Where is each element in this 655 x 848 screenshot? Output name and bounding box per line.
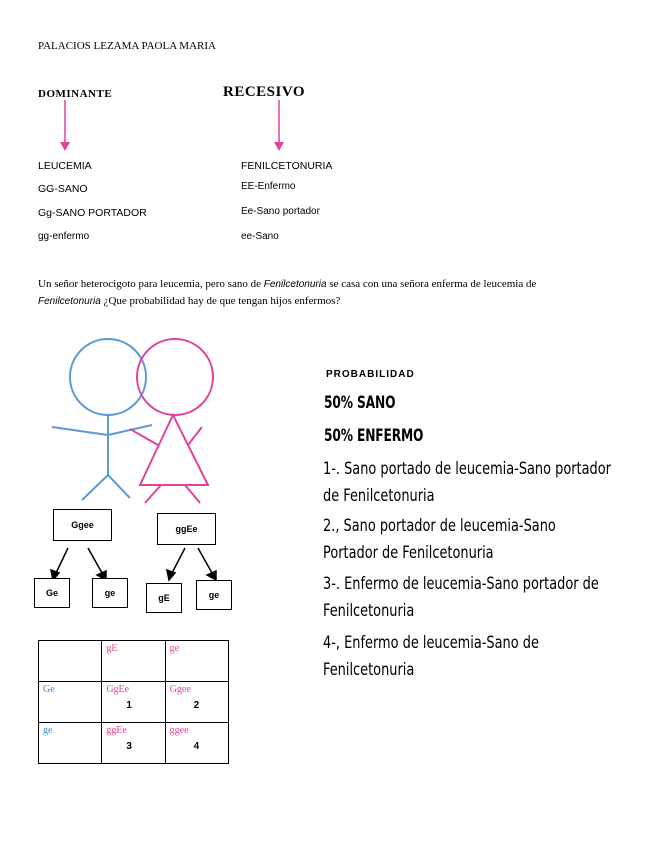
punnett-corner-cell	[39, 641, 102, 682]
probability-title: PROBABILIDAD	[326, 369, 415, 380]
result-item: 4-, Enfermo de leucemia-Sano de Fenilcetonuria	[323, 633, 539, 680]
gamete-arrows	[40, 545, 240, 583]
gamete-box: ge	[196, 580, 232, 610]
recessive-trait: FENILCETONURIA	[241, 160, 333, 172]
recessive-item: EE-Enfermo	[241, 181, 296, 192]
gamete-box: gE	[146, 583, 182, 613]
punnett-cell: ggEe 3	[102, 723, 165, 764]
probability-sano: 50% SANO	[324, 393, 396, 413]
dominant-item: Gg-SANO PORTADOR	[38, 207, 147, 219]
recessive-item: ee-Sano	[241, 231, 279, 242]
punnett-col-header: gE	[102, 641, 165, 682]
punnett-cell: Ggee 2	[165, 682, 228, 723]
student-name: PALACIOS LEZAMA PAOLA MARIA	[38, 40, 216, 52]
father-genotype: Ggee	[53, 509, 112, 541]
dominant-item: GG-SANO	[38, 183, 88, 195]
punnett-square	[38, 640, 229, 764]
punnett-col-header: ge	[165, 641, 228, 682]
arrow-down-icon	[269, 100, 289, 152]
result-item: 2., Sano portador de leucemia-Sano Portador de Fenilcetonuria	[323, 516, 556, 563]
female-figure-icon	[130, 339, 213, 503]
gamete-box: ge	[92, 578, 128, 608]
mother-genotype: ggEe	[157, 513, 216, 545]
dominant-trait: LEUCEMIA	[38, 160, 92, 172]
gamete-box: Ge	[34, 578, 70, 608]
punnett-cell: GgEe 1	[102, 682, 165, 723]
recessive-label: RECESIVO	[223, 84, 306, 100]
dominant-label: DOMINANTE	[38, 88, 113, 100]
result-item: 1-. Sano portado de leucemia-Sano portador de Fenilcetonuria	[323, 459, 611, 506]
parents-illustration	[30, 335, 260, 515]
problem-statement: Un señor heterocigoto para leucemia, pero sano de Fenilcetonuria se casa con una señora enferma de leucemia de Fenilcetonuria ¿Que probabilidad hay de que tengan hijos enfermos?	[38, 278, 537, 307]
result-item: 3-. Enfermo de leucemia-Sano portador de Fenilcetonuria	[323, 574, 599, 621]
recessive-item: Ee-Sano portador	[241, 206, 320, 217]
punnett-row-header: Ge	[39, 682, 102, 723]
male-figure-icon	[52, 339, 152, 500]
dominant-item: gg-enfermo	[38, 231, 90, 242]
punnett-row-header: ge	[39, 723, 102, 764]
arrow-down-icon	[55, 100, 75, 152]
probability-enfermo: 50% ENFERMO	[324, 426, 424, 446]
punnett-cell: ggee 4	[165, 723, 228, 764]
